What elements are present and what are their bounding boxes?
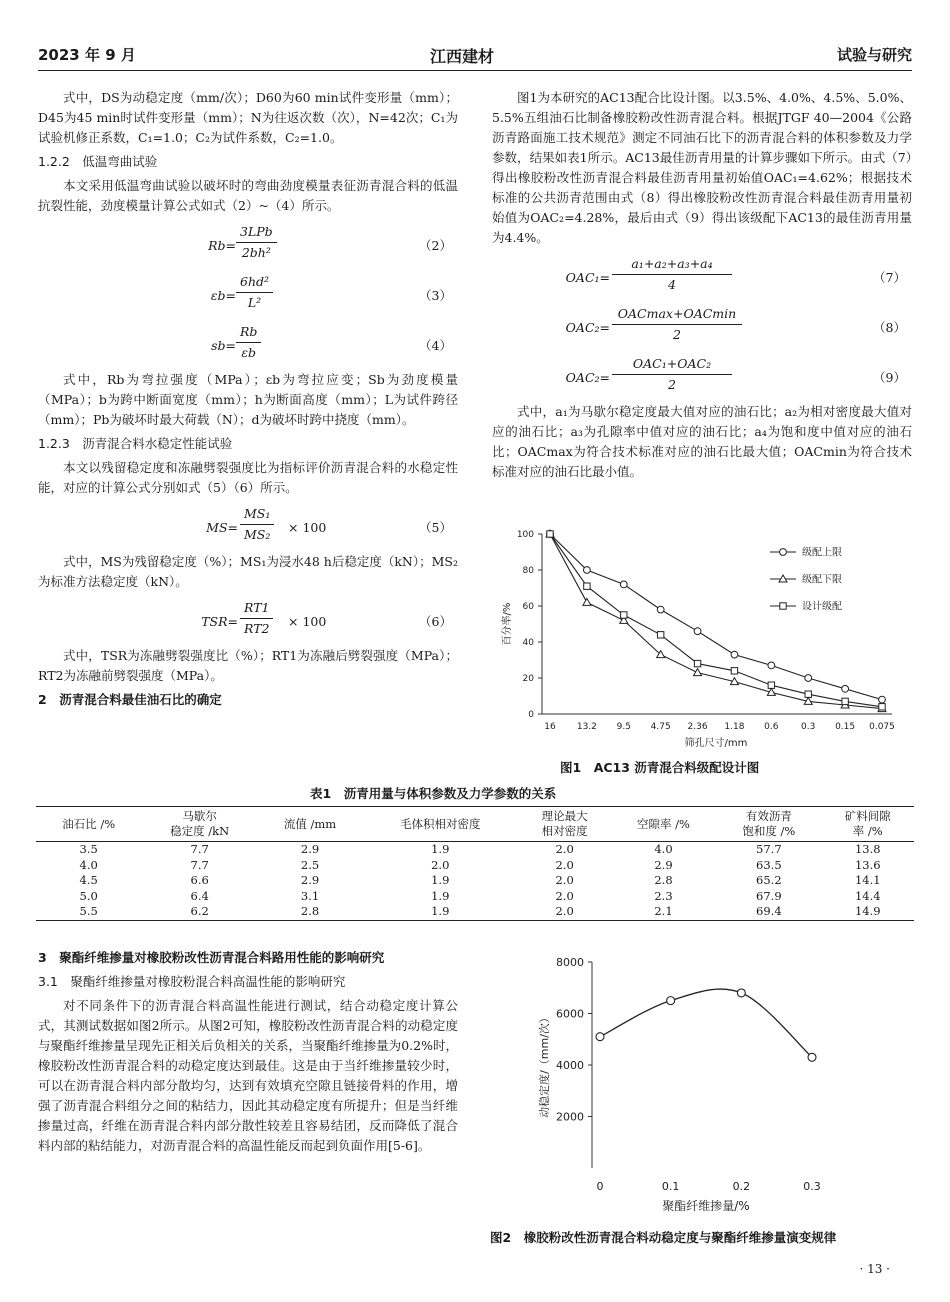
y-tick-label: 2000: [556, 1110, 584, 1124]
table-row: [36, 842, 914, 858]
table-cell: 63.5: [756, 857, 782, 872]
table-row: [36, 889, 914, 905]
header-date: 2023 年 9 月: [38, 46, 136, 64]
x-tick-label: 0.15: [835, 722, 856, 732]
eq4-number: （4）: [419, 338, 452, 353]
data-point-square: [842, 698, 848, 704]
table-header-cell: 理论最大 相对密度: [518, 807, 610, 842]
figure-2-chart: [520, 950, 860, 1212]
table-cell: 2.0: [518, 904, 610, 920]
page-number: · 13 ·: [859, 1262, 890, 1276]
eq4-lhs: sb=: [211, 338, 236, 353]
table-cell: 1.9: [362, 904, 518, 920]
eq2-frac: [236, 222, 277, 263]
eq5-den: MS₂: [244, 527, 271, 542]
table-cell: 2.5: [300, 857, 320, 872]
data-point-circle: [583, 567, 590, 574]
table-body: [36, 842, 914, 921]
y-axis-label: 百分率/%: [502, 602, 513, 646]
y-tick-label: 80: [522, 566, 534, 576]
section-1-2-3: 1.2.3 沥青混合料水稳定性能试验: [38, 436, 233, 451]
table-cell: 2.3: [654, 888, 673, 903]
table-cell: 2.0: [555, 842, 574, 856]
section-2-title: 2 沥青混合料最佳油石比的确定: [38, 692, 222, 707]
table-cell: 5.5: [36, 904, 141, 920]
eq7-number: （7）: [873, 270, 906, 285]
eq5-num: MS₁: [240, 504, 274, 525]
data-point-circle: [620, 581, 627, 588]
eq6-frac: [240, 598, 273, 639]
x-axis-label: 聚酯纤维掺量/%: [662, 1199, 750, 1212]
table-cell: 7.7: [190, 857, 209, 872]
eq3-num: 6hd²: [236, 272, 273, 293]
x-tick-label: 9.5: [616, 722, 631, 732]
table-cell: 13.8: [854, 842, 881, 856]
table-cell: 2.9: [300, 873, 320, 887]
x-tick-label: 4.75: [650, 722, 671, 732]
table-cell: 14.9: [822, 904, 914, 920]
table-cell: 57.7: [756, 842, 782, 856]
series-line-circle: [550, 534, 882, 700]
section-3-para-1: 对不同条件下的沥青混合料高温性能进行测试，结合动稳定度计算公式，其测试数据如图2所示。从图2可知，橡胶粉改性沥青混合料的动稳定度与聚酯纤维掺量呈现先正相关后负相关的关系，当聚酯纤维掺量为0.2%时，橡胶粉改性沥青混合料的动稳定度达到最佳。这是由于当纤维掺量较少时，可以在沥青混合料内部分散均匀，达到有效填充空隙且链接骨料的作用，增强了沥青混合料组分之间的粘结力，因此其动稳定度有所提升；但是当纤维掺量过高，纤维在沥青混合料内部分散性较差且容易结团，反而降低了混合料内部的粘结能力，对沥青混合料的高温性能反而起到负面作用[5-6]。: [38, 998, 458, 1153]
left-para-2: 本文采用低温弯曲试验以破坏时的弯曲劲度模量表征沥青混合料的低温抗裂性能，劲度模量计算公式如式（2）~（4）所示。: [38, 178, 458, 213]
eq3-den: L²: [247, 295, 262, 310]
equation-7: [492, 252, 912, 302]
x-tick-label: 13.2: [576, 722, 597, 732]
y-tick-label: 8000: [556, 956, 584, 969]
eq8-lhs: OAC₂=: [565, 320, 610, 335]
data-point-circle: [768, 662, 775, 669]
equation-2: [38, 220, 458, 270]
right-para-2: 式中，a₁为马歇尔稳定度最大值对应的油石比；a₂为相对密度最大值对应的油石比；a₃为孔隙率中值对应的油石比；a₄为饱和度中值对应的油石比；OACmax为符合技术标准对应的油石比最大值；OACmin为符合技术标准对应的油石比最小值。: [492, 404, 912, 479]
equation-5: [38, 502, 458, 552]
data-point: [737, 989, 745, 997]
eq7-frac: [612, 254, 732, 295]
eq6-num: RT1: [240, 598, 273, 619]
eq3-lhs: εb=: [210, 288, 236, 303]
data-point-triangle: [583, 598, 591, 605]
table-cell: 2.0: [555, 873, 574, 887]
eq3-frac: [236, 272, 273, 313]
section-1-2-2: 1.2.2 低温弯曲试验: [38, 154, 158, 169]
table-cell: 2.0: [555, 857, 574, 872]
equation-8: [492, 302, 912, 352]
legend-label: 级配上限: [802, 547, 842, 559]
x-tick-label: 0.3: [801, 722, 816, 732]
legend-label: 设计级配: [802, 601, 842, 613]
eq3-number: （3）: [419, 288, 452, 303]
eq5-number: （5）: [419, 520, 452, 535]
data-point-square: [657, 632, 663, 638]
table-cell: 6.4: [190, 888, 209, 903]
table-cell: 2.0: [555, 888, 574, 903]
eq7-den: 4: [668, 277, 676, 292]
x-tick-label: 0.075: [869, 722, 895, 732]
left-para-5: 式中，MS为残留稳定度（%）；MS₁为浸水48 h后稳定度（kN）；MS₂为标准方法稳定度（kN）。: [38, 554, 458, 589]
eq5-lhs: MS=: [206, 520, 238, 535]
eq6-den: RT2: [244, 621, 270, 636]
data-point-circle: [879, 696, 886, 703]
section-3-title: 3 聚酯纤维掺量对橡胶粉改性沥青混合料路用性能的影响研究: [38, 950, 385, 965]
y-tick-label: 40: [522, 638, 534, 648]
eq2-number: （2）: [419, 238, 452, 253]
left-para-4: 本文以残留稳定度和冻融劈裂强度比为指标评价沥青混合料的水稳定性能，对应的计算公式分别如式（5）（6）所示。: [38, 460, 458, 495]
data-point-circle: [657, 606, 664, 613]
data-point: [808, 1053, 816, 1061]
eq8-frac: [612, 304, 742, 345]
x-axis-label: 筛孔尺寸/mm: [684, 738, 748, 749]
table-cell: 4.5: [79, 873, 98, 887]
data-point-square: [547, 531, 553, 537]
eq8-number: （8）: [873, 320, 906, 335]
x-tick-label: 0: [596, 1180, 604, 1193]
table-cell: 7.7: [190, 842, 209, 856]
header-section: 试验与研究: [836, 46, 912, 64]
table-cell: 14.4: [854, 888, 881, 903]
table-cell: 5.0: [79, 888, 98, 903]
data-point: [667, 997, 675, 1005]
table-cell: 1.9: [431, 842, 450, 856]
y-tick-label: 6000: [556, 1007, 584, 1021]
eq7-lhs: OAC₁=: [565, 270, 610, 285]
table-cell: 4.0: [654, 842, 673, 856]
equation-9: [492, 352, 912, 402]
table-header-cell: 流值 /mm: [258, 807, 362, 842]
data-point-square: [621, 612, 627, 618]
legend-label: 级配下限: [802, 574, 842, 586]
header-journal: 江西建材: [430, 47, 495, 66]
table-cell: 4.0: [79, 857, 98, 872]
series-curve: [600, 989, 812, 1057]
table-header-cell: 矿料间隙 率 /%: [822, 807, 914, 842]
eq9-num: OAC₁+OAC₂: [612, 354, 732, 375]
eq4-frac: [236, 322, 261, 363]
eq9-frac: [612, 354, 732, 395]
data-point-circle: [842, 685, 849, 692]
table-cell: 67.9: [756, 888, 782, 903]
eq7-num: a₁+a₂+a₃+a₄: [612, 254, 732, 275]
header-rule: [38, 70, 912, 71]
data-point-triangle: [694, 669, 702, 676]
left-para-1: 式中，DS为动稳定度（mm/次）；D60为60 min试件变形量（mm）；D45为45 min时试件变形量（mm）；N为往返次数（次），N=42次；C₁为试验机修正系数，C₁=1.0；C₂为试件系数，C₂=1.0。: [38, 90, 458, 145]
eq6-multiplier: × 100: [288, 614, 327, 629]
table-cell: 69.4: [716, 904, 821, 920]
equation-6: [38, 596, 458, 646]
table-cell: 3.5: [79, 842, 98, 856]
y-tick-label: 4000: [556, 1059, 584, 1072]
table-cell: 2.9: [654, 857, 673, 872]
table-cell: 65.2: [756, 873, 782, 887]
data-point-square: [731, 668, 737, 674]
table-header-row: [36, 807, 914, 842]
series-line-triangle: [550, 534, 882, 709]
eq9-number: （9）: [873, 370, 906, 385]
left-para-6: 式中，TSR为冻融劈裂强度比（%）；RT1为冻融后劈裂强度（MPa）；RT2为冻融前劈裂强度（MPa）。: [38, 648, 458, 683]
table-cell: 1.9: [431, 873, 450, 887]
eq9-den: 2: [668, 377, 676, 392]
series-line-square: [550, 534, 882, 707]
equation-4: [38, 320, 458, 370]
eq8-num: OACmax+OACmin: [612, 304, 742, 325]
table-header-cell: 空隙率 /%: [611, 807, 716, 842]
eq6-number: （6）: [419, 614, 452, 629]
eq2-den: 2bh²: [241, 245, 271, 260]
y-tick-label: 100: [516, 530, 534, 540]
data-point-square: [768, 682, 774, 688]
x-tick-label: 0.6: [764, 722, 779, 732]
eq6-lhs: TSR=: [201, 614, 238, 629]
table-header-cell: 油石比 /%: [36, 807, 141, 842]
table-row: [36, 904, 914, 920]
right-column: [492, 88, 912, 486]
data-point: [596, 1033, 604, 1041]
table-row: [36, 873, 914, 889]
eq2-lhs: Rb=: [208, 238, 236, 253]
section-3-column: [38, 946, 458, 1160]
y-axis-label: 动稳定度/（mm/次）: [538, 1012, 551, 1118]
eq5-multiplier: × 100: [288, 520, 327, 535]
eq5-frac: [240, 504, 274, 545]
equation-3: [38, 270, 458, 320]
x-tick-label: 0.1: [661, 1180, 680, 1193]
table-cell: 13.6: [854, 857, 881, 872]
table-1-caption: 表1 沥青用量与体积参数及力学参数的关系: [310, 786, 557, 801]
x-tick-label: 16: [544, 722, 556, 732]
figure-1-chart: [490, 524, 920, 750]
legend-marker: [780, 603, 786, 609]
table-cell: 2.8: [654, 873, 673, 887]
left-column: [38, 88, 458, 714]
data-point-circle: [805, 675, 812, 682]
x-tick-label: 0.3: [803, 1180, 821, 1193]
table-cell: 2.0: [431, 857, 450, 872]
data-point-square: [584, 583, 590, 589]
y-tick-label: 60: [522, 602, 534, 612]
y-tick-label: 0: [528, 710, 534, 720]
table-cell: 14.1: [854, 873, 881, 887]
table-1: [36, 806, 914, 921]
x-tick-label: 2.36: [687, 722, 708, 732]
table-header-cell: 毛体积相对密度: [362, 807, 518, 842]
table-cell: 6.6: [190, 873, 209, 887]
y-tick-label: 20: [522, 674, 534, 684]
left-para-3: 式中，Rb为弯拉强度（MPa）；εb为弯拉应变；Sb为劲度模量（MPa）；b为跨中断面宽度（mm）；h为断面高度（mm）；L为试件跨径（mm）；Pb为破坏时最大荷载（N）；d为破坏时跨中挠度（mm）。: [38, 372, 458, 427]
eq4-den: εb: [241, 345, 257, 360]
data-point-square: [694, 660, 700, 666]
right-para-1: 图1为本研究的AC13配合比设计图。以3.5%、4.0%、4.5%、5.0%、5.5%五组油石比制备橡胶粉改性沥青混合料。根据JTGF 40—2004《公路沥青路面施工技术规范》测定不同油石比下的沥青混合料的体积参数及力学参数，结果如表1所示。AC13最佳沥青用量的计算步骤如下所示。由式（7）得出橡胶粉改性沥青混合料最佳沥青用量初始值OAC₁=4.62%；根据技术标准的公共沥青范围由式（8）得出橡胶粉改性沥青混合料最佳沥青用量初始值为OAC₂=4.28%，最后由式（9）得出该级配下AC13的最佳沥青用量为4.4%。: [492, 90, 912, 245]
table-header-cell: 马歇尔 稳定度 /kN: [141, 807, 258, 842]
data-point-square: [879, 704, 885, 710]
legend-marker: [780, 549, 787, 556]
x-tick-label: 0.2: [732, 1180, 751, 1193]
table-row: [36, 858, 914, 874]
table-cell: 3.1: [300, 888, 320, 903]
eq2-num: 3LPb: [236, 222, 277, 243]
eq4-num: Rb: [236, 322, 261, 343]
eq8-den: 2: [673, 327, 681, 342]
section-3-1-title: 3.1 聚酯纤维掺量对橡胶粉混合料高温性能的影响研究: [38, 974, 346, 989]
data-point-square: [805, 691, 811, 697]
x-tick-label: 1.18: [724, 722, 745, 732]
table-cell: 2.8: [258, 904, 362, 920]
data-point-circle: [731, 651, 738, 658]
table-cell: 2.9: [300, 842, 320, 856]
table-header-cell: 有效沥青 饱和度 /%: [716, 807, 821, 842]
data-point-circle: [694, 628, 701, 635]
figure-1-caption: 图1 AC13 沥青混合料级配设计图: [560, 760, 760, 775]
table-cell: 2.1: [611, 904, 716, 920]
eq9-lhs: OAC₂=: [565, 370, 610, 385]
table-cell: 1.9: [431, 888, 450, 903]
table-cell: 6.2: [141, 904, 258, 920]
figure-2-caption: 图2 橡胶粉改性沥青混合料动稳定度与聚酯纤维掺量演变规律: [490, 1230, 837, 1245]
